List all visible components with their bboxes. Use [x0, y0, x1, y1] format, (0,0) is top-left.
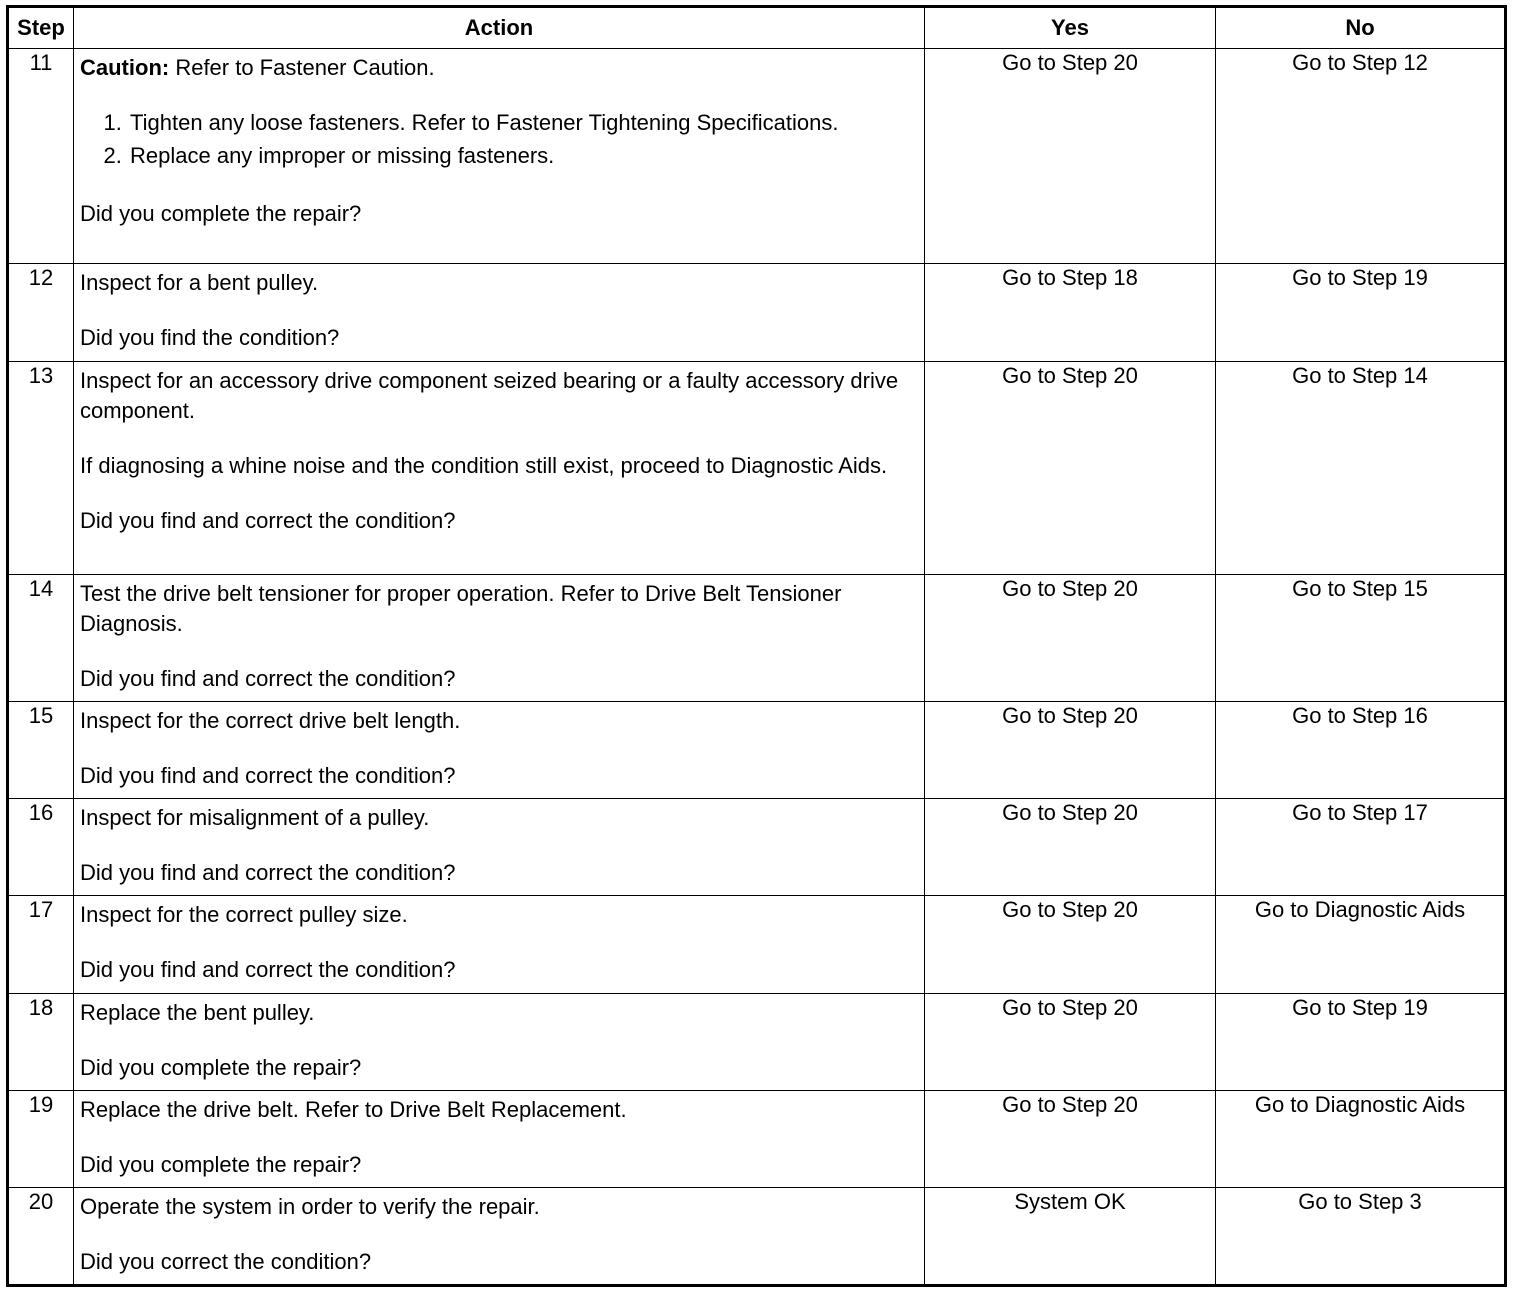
action-text: Inspect for misalignment of a pulley.	[80, 805, 430, 831]
no-link[interactable]: Go to Step 19	[1216, 264, 1506, 361]
no-link[interactable]: Go to Diagnostic Aids	[1216, 896, 1506, 993]
question: Did you find the condition?	[80, 325, 340, 351]
step-number: 12	[8, 264, 74, 361]
action-text: Inspect for a bent pulley.	[80, 270, 319, 296]
question: Did you correct the condition?	[80, 1248, 372, 1274]
action-cell	[74, 361, 925, 574]
step-number: 13	[8, 361, 74, 574]
action-cell	[74, 702, 925, 799]
yes-link[interactable]: Go to Step 20	[925, 49, 1216, 264]
step-number: 18	[8, 993, 74, 1090]
table-row	[8, 702, 1506, 799]
question: Did you find and correct the condition?	[80, 665, 456, 691]
yes-link[interactable]: Go to Step 20	[925, 896, 1216, 993]
no-link[interactable]: Go to Step 12	[1216, 49, 1506, 264]
header-yes: Yes	[925, 7, 1216, 49]
no-link[interactable]: Go to Step 14	[1216, 361, 1506, 574]
action-text: Inspect for the correct pulley size.	[80, 902, 408, 928]
step-number: 15	[8, 702, 74, 799]
action-cell	[74, 49, 925, 264]
yes-link[interactable]: Go to Step 20	[925, 993, 1216, 1090]
action-cell	[74, 574, 925, 701]
action-cell	[74, 799, 925, 896]
action-steps-list	[80, 108, 918, 171]
action-text: Inspect for the correct drive belt length.	[80, 708, 461, 734]
caution-note	[80, 53, 918, 83]
question: Did you find and correct the condition?	[80, 860, 456, 886]
step-number: 19	[8, 1090, 74, 1187]
header-no: No	[1216, 7, 1506, 49]
yes-link[interactable]: Go to Step 20	[925, 799, 1216, 896]
table-row	[8, 896, 1506, 993]
question: Did you complete the repair?	[80, 201, 362, 226]
question: Did you complete the repair?	[80, 1054, 362, 1080]
header-action: Action	[74, 7, 925, 49]
table-row	[8, 1187, 1506, 1285]
action-text: Replace the drive belt. Refer to Drive Belt Replacement.	[80, 1096, 627, 1122]
action-cell	[74, 264, 925, 361]
action-cell	[74, 993, 925, 1090]
no-link[interactable]: Go to Diagnostic Aids	[1216, 1090, 1506, 1187]
question: Did you find and correct the condition?	[80, 957, 456, 983]
no-link[interactable]: Go to Step 15	[1216, 574, 1506, 701]
no-link[interactable]: Go to Step 19	[1216, 993, 1506, 1090]
question: Did you find and correct the condition?	[80, 507, 456, 533]
yes-link[interactable]: Go to Step 20	[925, 702, 1216, 799]
action-text: Test the drive belt tensioner for proper operation. Refer to Drive Belt Tensioner Diagnosis.	[80, 580, 842, 636]
diagnostic-table	[6, 5, 1507, 1287]
yes-link[interactable]: Go to Step 20	[925, 574, 1216, 701]
action-text: If diagnosing a whine noise and the condition still exist, proceed to Diagnostic Aids.	[80, 452, 888, 478]
table-row	[8, 49, 1506, 264]
action-text: Replace the bent pulley.	[80, 999, 315, 1025]
no-link[interactable]: Go to Step 3	[1216, 1187, 1506, 1285]
action-cell	[74, 896, 925, 993]
table-row	[8, 799, 1506, 896]
step-number: 16	[8, 799, 74, 896]
no-link[interactable]: Go to Step 17	[1216, 799, 1506, 896]
question: Did you find and correct the condition?	[80, 763, 456, 789]
no-link[interactable]: Go to Step 16	[1216, 702, 1506, 799]
action-cell	[74, 1090, 925, 1187]
action-step: 2. Replace any improper or missing fasteners.	[128, 141, 918, 171]
step-number: 14	[8, 574, 74, 701]
yes-link[interactable]: Go to Step 20	[925, 361, 1216, 574]
action-cell	[74, 1187, 925, 1285]
action-text: Inspect for an accessory drive component seized bearing or a faulty accessory drive component.	[80, 367, 899, 423]
table-row	[8, 993, 1506, 1090]
caution-label: Caution:	[80, 55, 170, 80]
action-text: Operate the system in order to verify the repair.	[80, 1193, 540, 1219]
table-row	[8, 361, 1506, 574]
table-row	[8, 574, 1506, 701]
yes-link[interactable]: Go to Step 18	[925, 264, 1216, 361]
step-number: 11	[8, 49, 74, 264]
table-row	[8, 1090, 1506, 1187]
step-number: 20	[8, 1187, 74, 1285]
header-step: Step	[8, 7, 74, 49]
table-row	[8, 264, 1506, 361]
step-number: 17	[8, 896, 74, 993]
caution-text: Refer to Fastener Caution.	[169, 55, 435, 80]
yes-link[interactable]: System OK	[925, 1187, 1216, 1285]
action-step: 1. Tighten any loose fasteners. Refer to Fastener Tightening Specifications.	[128, 108, 918, 138]
header-row	[8, 7, 1506, 49]
question: Did you complete the repair?	[80, 1151, 362, 1177]
yes-link[interactable]: Go to Step 20	[925, 1090, 1216, 1187]
